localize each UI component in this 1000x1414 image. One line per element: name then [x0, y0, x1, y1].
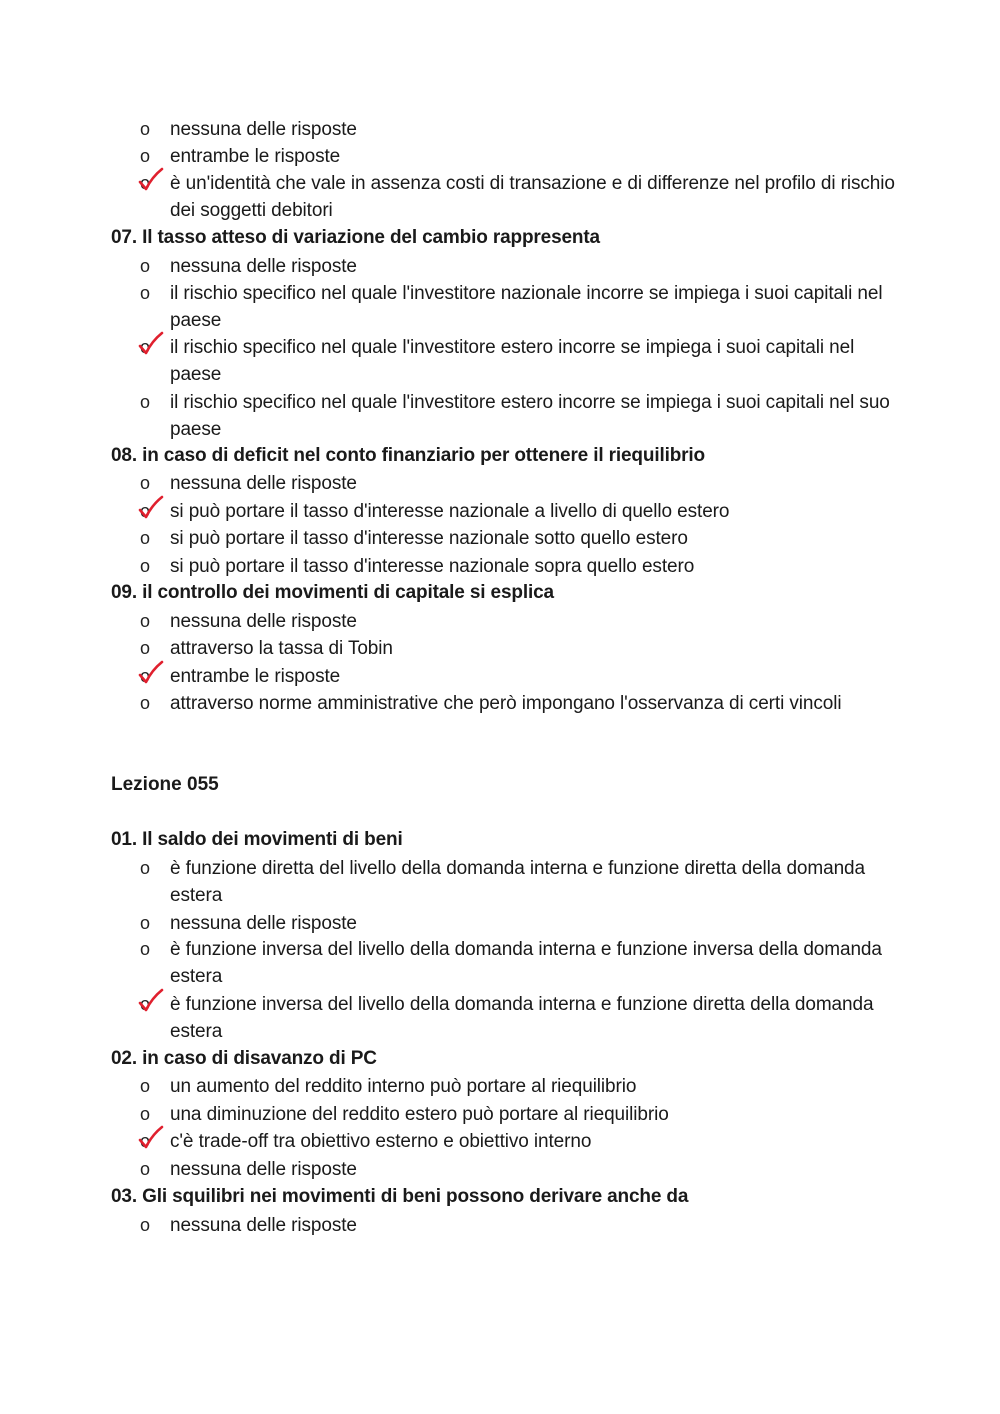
- checkmark-icon: [138, 495, 164, 521]
- bullet-icon: o: [140, 666, 151, 686]
- answer-text: nessuna delle risposte: [170, 1159, 357, 1180]
- answer-option: [140, 608, 900, 635]
- bullet-icon: o: [140, 528, 151, 548]
- answer-text: il rischio specifico nel quale l'investitore nazionale incorre se impiega i suoi capitali nel paese: [170, 283, 883, 331]
- answer-option: [140, 690, 900, 717]
- bullet-icon: o: [140, 392, 151, 412]
- bullet-icon: o: [140, 283, 151, 303]
- bullet-icon: o: [140, 256, 151, 276]
- answer-text: è funzione inversa del livello della domanda interna e funzione inversa della domanda estera: [170, 939, 882, 987]
- answer-text: entrambe le risposte: [170, 666, 341, 687]
- answer-option: [140, 1073, 900, 1100]
- bullet-icon: o: [140, 1104, 151, 1124]
- bullet-icon: o: [140, 913, 151, 933]
- bullet-icon: o: [140, 1215, 151, 1235]
- answer-text: nessuna delle risposte: [170, 256, 357, 277]
- answer-option: [140, 116, 900, 143]
- answer-option: [140, 1212, 900, 1239]
- checkmark-icon: [138, 660, 164, 686]
- bullet-icon: o: [140, 638, 151, 658]
- bullet-icon: o: [140, 994, 151, 1014]
- answer-option: [140, 855, 900, 909]
- question-title: 09. il controllo dei movimenti di capitale si esplica: [111, 582, 554, 603]
- answer-option: [140, 936, 900, 990]
- answer-option: [140, 1101, 900, 1128]
- answer-text: nessuna delle risposte: [170, 913, 357, 934]
- checkmark-icon: [138, 167, 164, 193]
- answer-text: il rischio specifico nel quale l'investitore estero incorre se impiega i suoi capitali nel paese: [170, 337, 855, 385]
- bullet-icon: o: [140, 1076, 151, 1096]
- answer-text: nessuna delle risposte: [170, 1215, 357, 1236]
- bullet-icon: o: [140, 611, 151, 631]
- answer-option: [140, 991, 900, 1045]
- lesson-heading: Lezione 055: [111, 774, 219, 795]
- answer-option: [140, 663, 900, 690]
- bullet-icon: o: [140, 119, 151, 139]
- answer-text: nessuna delle risposte: [170, 611, 357, 632]
- bullet-icon: o: [140, 858, 151, 878]
- answer-option: [140, 470, 900, 497]
- answer-text: si può portare il tasso d'interesse nazionale sopra quello estero: [170, 556, 695, 577]
- answer-option: [140, 334, 900, 388]
- checkmark-icon: [138, 1125, 164, 1151]
- bullet-icon: o: [140, 1159, 151, 1179]
- answer-text: un aumento del reddito interno può portare al riequilibrio: [170, 1076, 637, 1097]
- question-title: 02. in caso di disavanzo di PC: [111, 1048, 377, 1069]
- answer-text: nessuna delle risposte: [170, 473, 357, 494]
- bullet-icon: o: [140, 173, 151, 193]
- bullet-icon: o: [140, 693, 151, 713]
- answer-option: [140, 170, 900, 224]
- bullet-icon: o: [140, 337, 151, 357]
- answer-text: una diminuzione del reddito estero può portare al riequilibrio: [170, 1104, 669, 1125]
- answer-option: [140, 553, 900, 580]
- answer-text: è un'identità che vale in assenza costi di transazione e di differenze nel profilo di rischio dei soggetti debitori: [170, 173, 895, 221]
- answer-text: attraverso la tassa di Tobin: [170, 638, 393, 659]
- answer-text: entrambe le risposte: [170, 146, 341, 167]
- answer-text: è funzione diretta del livello della domanda interna e funzione diretta della domanda estera: [170, 858, 865, 906]
- answer-option: [140, 525, 900, 552]
- bullet-icon: o: [140, 473, 151, 493]
- answer-option: [140, 253, 900, 280]
- bullet-icon: o: [140, 939, 151, 959]
- answer-option: [140, 389, 900, 443]
- answer-option: [140, 143, 900, 170]
- answer-text: è funzione inversa del livello della domanda interna e funzione diretta della domanda estera: [170, 994, 874, 1042]
- question-title: 03. Gli squilibri nei movimenti di beni possono derivare anche da: [111, 1186, 689, 1207]
- answer-text: si può portare il tasso d'interesse nazionale a livello di quello estero: [170, 501, 730, 522]
- bullet-icon: o: [140, 556, 151, 576]
- answer-option: [140, 498, 900, 525]
- answer-option: [140, 1156, 900, 1183]
- answer-option: [140, 635, 900, 662]
- answer-text: attraverso norme amministrative che però impongano l'osservanza di certi vincoli: [170, 693, 842, 714]
- checkmark-icon: [138, 331, 164, 357]
- question-title: 07. Il tasso atteso di variazione del cambio rappresenta: [111, 227, 600, 248]
- bullet-icon: o: [140, 1131, 151, 1151]
- answer-text: nessuna delle risposte: [170, 119, 357, 140]
- bullet-icon: o: [140, 501, 151, 521]
- answer-option: [140, 1128, 900, 1155]
- question-title: 01. Il saldo dei movimenti di beni: [111, 829, 403, 850]
- answer-option: [140, 280, 900, 334]
- checkmark-icon: [138, 988, 164, 1014]
- answer-text: si può portare il tasso d'interesse nazionale sotto quello estero: [170, 528, 688, 549]
- answer-option: [140, 910, 900, 937]
- answer-text: c'è trade-off tra obiettivo esterno e obiettivo interno: [170, 1131, 592, 1152]
- bullet-icon: o: [140, 146, 151, 166]
- answer-text: il rischio specifico nel quale l'investitore estero incorre se impiega i suoi capitali nel suo paese: [170, 392, 890, 440]
- question-title: 08. in caso di deficit nel conto finanziario per ottenere il riequilibrio: [111, 445, 705, 466]
